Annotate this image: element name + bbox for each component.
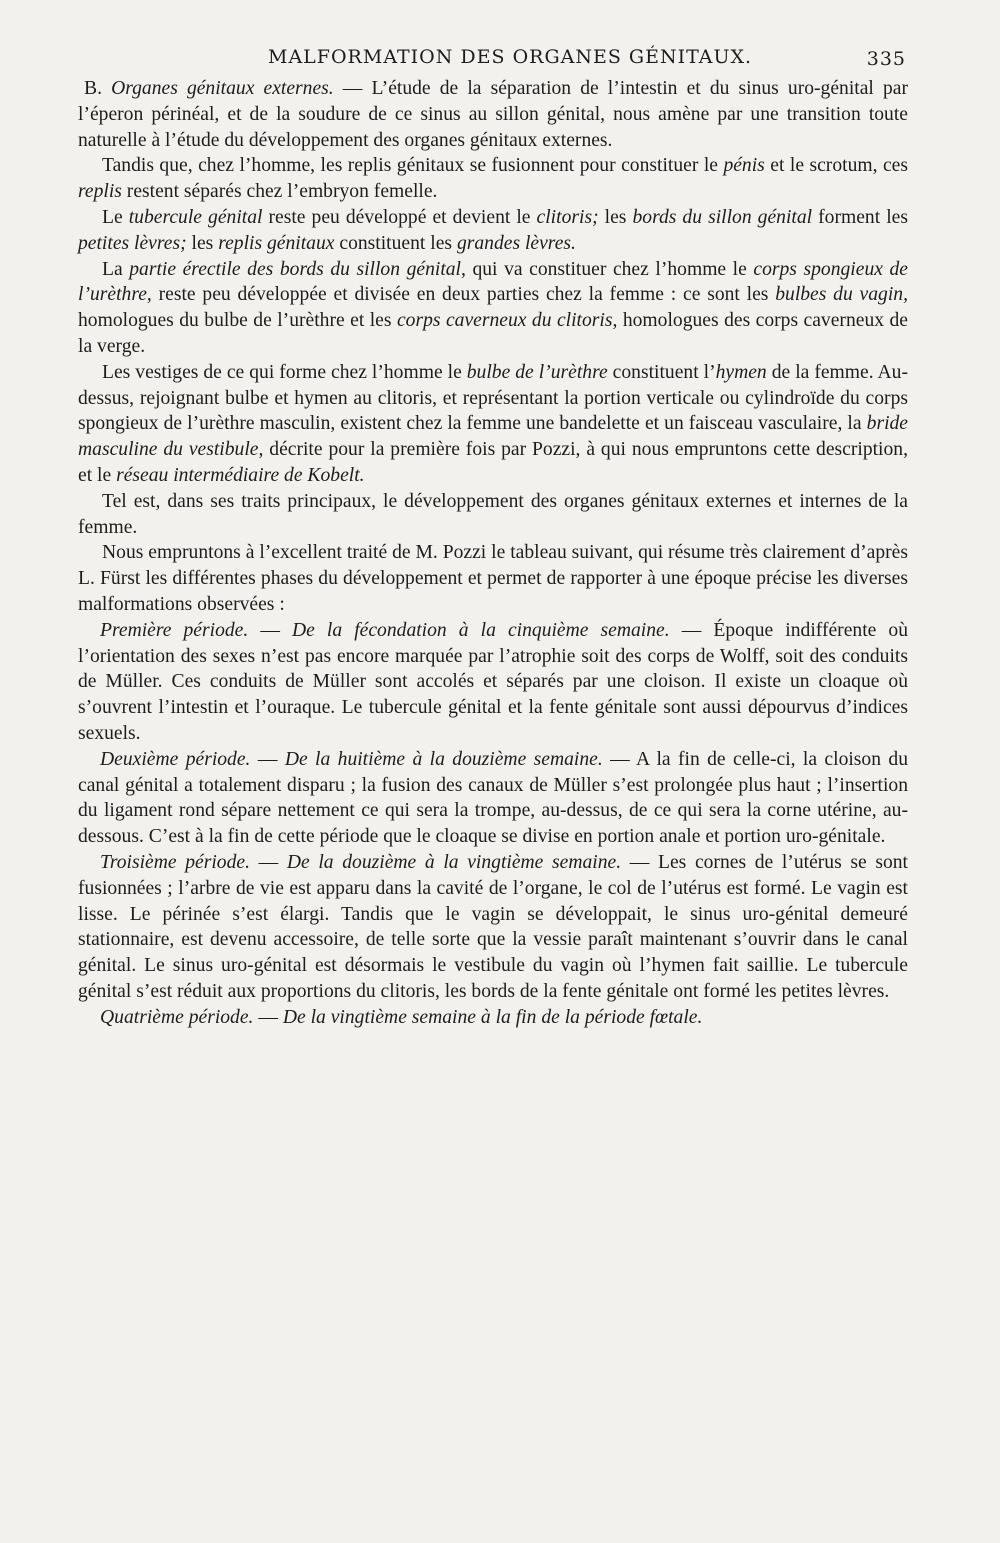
- italic-run: corps spongieux de l’urèthre,: [78, 258, 908, 306]
- paragraph: [78, 747, 908, 850]
- paragraph: [78, 153, 908, 205]
- italic-run: replis génitaux: [218, 232, 335, 254]
- italic-run: bords du sillon génital: [632, 206, 813, 228]
- text-run: —: [250, 748, 285, 770]
- text-run: forment les: [812, 206, 908, 228]
- paragraph: [78, 1005, 908, 1031]
- text-run: Nous empruntons à l’excellent traité de M. Pozzi le tableau suivant, qui résume très clairement d’après L. Fürst les différentes phases du développement et permet de rapporter à une époque précise les diverses malformations observées :: [78, 542, 908, 615]
- book-page: [78, 42, 908, 1030]
- text-run: B.: [84, 78, 112, 99]
- text-run: — L’étude de la séparation de l’intestin et du sinus uro-génital par l’éperon périnéal, et de la soudure de ce sinus au sillon génital, nous amène par une transition toute naturelle à l’étude du développement des organes génitaux externes.: [78, 78, 908, 151]
- paragraph: [78, 489, 908, 541]
- italic-run: bulbe de l’urèthre: [466, 361, 608, 383]
- italic-run: Organes génitaux externes.: [111, 78, 334, 99]
- italic-run: Troisième période.: [100, 851, 250, 873]
- text-run: homologues du bulbe de l’urèthre et les: [78, 310, 397, 332]
- text-run: homologues des corps caverneux de la verge.: [78, 310, 908, 357]
- text-run: —: [248, 619, 292, 641]
- body-text: [78, 76, 908, 1030]
- italic-run: Quatrième période.: [100, 1006, 254, 1028]
- italic-run: clitoris;: [536, 206, 599, 228]
- text-run: Tandis que, chez l’homme, les replis génitaux se fusionnent pour constituer le: [102, 155, 724, 177]
- text-run: de la femme. Au-dessus, rejoignant bulbe et hymen au clitoris, et représentant la portion verticale ou cylindroïde du corps spongieux de l’urèthre masculin, existent chez la femme une bandelette et un faisceau vasculaire, la: [78, 361, 908, 435]
- paragraph: [78, 257, 908, 360]
- text-run: Tel est, dans ses traits principaux, le développement des organes génitaux externes et internes de la femme.: [78, 490, 908, 538]
- running-header: [78, 42, 908, 72]
- paragraph: [78, 76, 908, 153]
- italic-run: Première période.: [100, 619, 249, 641]
- text-run: — Époque indifférente où l’orientation des sexes n’est pas encore marquée par l’atrophie soit des corps de Wolff, soit des conduits de Müller. Ces conduits de Müller sont accolés et séparés par une cloison. Il existe un cloaque où s’ouvrent l’intestin et l’ouraque. Le tubercule génital et la fente génitale sont aussi dépourvus d’indices sexuels.: [78, 619, 908, 744]
- italic-run: Deuxième période.: [100, 748, 251, 770]
- italic-run: hymen: [715, 361, 767, 383]
- italic-run: tubercule génital: [128, 206, 263, 228]
- italic-run: De la vingtième semaine à la fin de la période fœtale.: [282, 1006, 703, 1028]
- italic-run: De la huitième à la douzième semaine.: [284, 748, 603, 770]
- italic-run: pénis: [723, 155, 765, 177]
- running-title: MALFORMATION DES ORGANES GÉNITAUX.: [268, 46, 753, 68]
- italic-run: petites lèvres;: [78, 232, 187, 254]
- text-run: — A la fin de celle-ci, la cloison du canal génital a totalement disparu ; la fusion des canaux de Müller s’est prolongée plus haut ; l’insertion du ligament rond sépare nettement ce qui sera la trompe, au-dessus, de ce qui sera la corne utérine, au-dessous. C’est à la fin de cette période que le cloaque se divise en portion anale et portion uro-génitale.: [78, 748, 908, 848]
- text-run: qui va constituer chez l’homme le: [465, 258, 754, 280]
- text-run: Le: [102, 206, 129, 228]
- text-run: décrite pour la première fois par Pozzi, à qui nous empruntons cette description, et le: [78, 439, 908, 486]
- text-run: reste peu développée et divisée en deux parties chez la femme : ce sont les: [151, 284, 776, 306]
- italic-run: replis: [78, 181, 122, 203]
- paragraph: [78, 540, 908, 617]
- text-run: constituent l’: [607, 361, 716, 383]
- paragraph: [78, 618, 908, 747]
- italic-run: De la fécondation à la cinquième semaine.: [292, 619, 670, 641]
- text-run: —: [253, 1006, 283, 1028]
- text-run: constituent les: [334, 232, 457, 254]
- text-run: restent séparés chez l’embryon femelle.: [121, 181, 438, 203]
- italic-run: grandes lèvres.: [456, 232, 576, 254]
- italic-run: réseau intermédiaire de Kobelt.: [116, 464, 365, 486]
- paragraph: [78, 360, 908, 489]
- text-run: les: [186, 232, 219, 254]
- italic-run: corps caverneux du clitoris,: [396, 310, 618, 332]
- italic-run: bulbes du vagin,: [775, 284, 908, 306]
- text-run: Les vestiges de ce qui forme chez l’homme le: [102, 361, 467, 383]
- italic-run: De la douzième à la vingtième semaine.: [286, 851, 622, 873]
- text-run: et le scrotum, ces: [764, 155, 908, 177]
- text-run: — Les cornes de l’utérus se sont fusionnées ; l’arbre de vie est apparu dans la cavité de l’organe, le col de l’utérus est formé. Le vagin est lisse. Le périnée s’est élargi. Tandis que le vagin se développait, le sinus uro-génital demeuré stationnaire, est devenu accessoire, de telle sorte que la vessie paraît maintenant s’ouvrir dans le canal génital. Le sinus uro-génital est désormais le vestibule du vagin où l’hymen fait saillie. Le tubercule génital s’est réduit aux proportions du clitoris, les bords de la fente génitale ont formé les petites lèvres.: [78, 851, 908, 1002]
- page-number: 335: [866, 48, 906, 70]
- paragraph: [78, 850, 908, 1005]
- text-run: La: [102, 258, 130, 280]
- text-run: —: [249, 851, 287, 873]
- text-run: les: [598, 206, 633, 228]
- italic-run: bride masculine du vestibule,: [78, 413, 908, 461]
- paragraph: [78, 205, 908, 257]
- text-run: reste peu développé et devient le: [262, 206, 537, 228]
- italic-run: partie érectile des bords du sillon génital,: [129, 258, 466, 280]
